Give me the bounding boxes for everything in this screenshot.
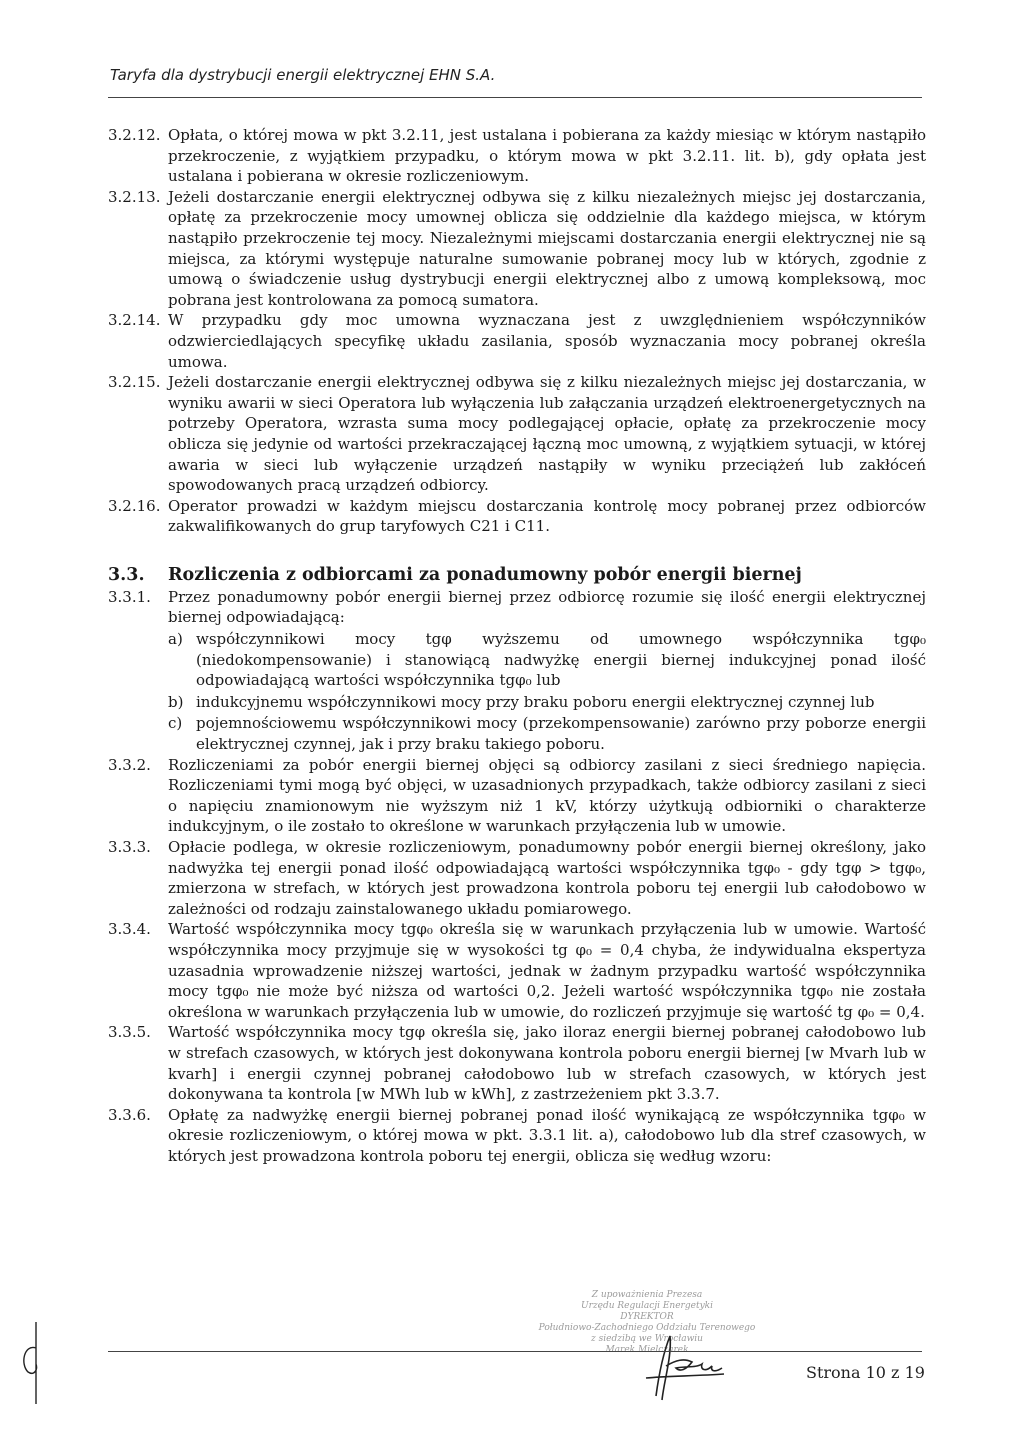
footer-rule xyxy=(108,1351,922,1352)
clause-text: Jeżeli dostarczanie energii elektrycznej odbywa się z kilku niezależnych miejsc jej dostarczania, opłatę za przekroczenie mocy umownej oblicza się oddzielnie dla każdego miejsca, w którym nastąpiło przekroczenie tej mocy. Niezależnymi miejscami dostarczania energii elektrycznej nie są miejsca, za którymi występuje naturalne sumowanie pobranej mocy lub w których, zgodnie z umową o świadczenie usług dystrybucji energii elektrycznej albo z umową kompleksową, moc pobrana jest kontrolowana za pomocą sumatora. xyxy=(168,187,926,309)
sub-clause-letter: c) xyxy=(168,714,183,733)
stamp-line: z siedzibą we Wrocławiu xyxy=(591,1334,703,1344)
clause-3-2-14 xyxy=(108,310,926,372)
clause-3-3-3 xyxy=(108,837,926,919)
page-number: Strona 10 z 19 xyxy=(806,1363,925,1382)
sub-clause-letter: b) xyxy=(168,692,184,711)
section-number: 3.3. xyxy=(108,564,145,585)
section-spacer xyxy=(108,537,926,559)
signature-icon xyxy=(636,1326,726,1406)
initial-mark-icon xyxy=(18,1318,48,1408)
clause-text: Opłatę za nadwyżkę energii biernej pobranej ponad ilość wynikającą ze współczynnika tgφ₀ w okresie rozliczeniowym, o której mowa w pkt. 3.3.1 lit. a), całodobowo lub dla stref czasowych, w których jest prowadzona kontrola poboru tej energii, oblicza się według wzoru: xyxy=(168,1105,926,1165)
clause-3-3-1 xyxy=(108,587,926,628)
sub-clause-b xyxy=(168,692,926,713)
clause-text: Operator prowadzi w każdym miejscu dostarczania kontrolę mocy pobranej przez odbiorców zakwalifikowanych do grup taryfowych C21 i C11. xyxy=(168,496,926,536)
section-heading xyxy=(108,563,926,587)
clause-text: Wartość współczynnika mocy tgφ₀ określa się w warunkach przyłączenia lub w umowie. Wartość współczynnika mocy przyjmuje się w wysokości tg φ₀ = 0,4 chyba, że indywidualna ekspertyza uzasadnia wprowadzenie niższej wartości, jednak w żadnym przypadku wartość współczynnika mocy tgφ₀ nie może być niższa od wartości 0,2. Jeżeli wartość współczynnika tgφ₀ nie została określona w warunkach przyłączenia lub w umowie, do rozliczeń przyjmuje się wartość tg φ₀ = 0,4. xyxy=(168,920,926,1021)
clause-number: 3.2.15. xyxy=(108,373,161,392)
sub-clause-text: indukcyjnemu współczynnikowi mocy przy braku poboru energii elektrycznej czynnej lub xyxy=(196,692,875,711)
section-title: Rozliczenia z odbiorcami za ponadumowny pobór energii biernej xyxy=(168,564,802,585)
clause-number: 3.2.12. xyxy=(108,126,161,144)
document-body xyxy=(108,125,926,1167)
sub-clause-letter: a) xyxy=(168,630,183,649)
clause-3-3-5 xyxy=(108,1022,926,1104)
clause-3-2-16 xyxy=(108,496,926,537)
clause-number: 3.2.14. xyxy=(108,311,161,330)
clause-text: Opłata, o której mowa w pkt 3.2.11, jest ustalana i pobierana za każdy miesiąc w którym nastąpiło przekroczenie, z wyjątkiem przypadku, o którym mowa w pkt 3.2.11. lit. b), gdy opłata jest ustalana i pobierana w okresie rozliczeniowym. xyxy=(168,126,926,186)
clause-number: 3.2.16. xyxy=(108,496,161,515)
clause-3-2-13 xyxy=(108,187,926,311)
clause-number: 3.2.13. xyxy=(108,187,161,206)
clause-number: 3.3.4. xyxy=(108,920,151,939)
stamp-line: Południowo-Zachodniego Oddziału Terenowego xyxy=(538,1323,756,1333)
stamp-line: Marek Mielczarek xyxy=(605,1345,689,1355)
sub-clause-text: pojemnościowemu współczynnikowi mocy (przekompensowanie) zarówno przy poborze energii elektrycznej czynnej, jak i przy braku takiego poboru. xyxy=(196,714,926,754)
stamp-line: Urzędu Regulacji Energetyki xyxy=(581,1301,713,1311)
clause-text: Wartość współczynnika mocy tgφ określa się, jako iloraz energii biernej pobranej całodobowo lub w strefach czasowych, w których jest dokonywana kontrola poboru energii biernej [w Mvarh lub w kvarh] i energii czynnej pobranej całodobowo lub w strefach czasowych, w których jest dokonywana ta kontrola [w MWh lub w kWh], z zastrzeżeniem pkt 3.3.7. xyxy=(168,1023,926,1104)
clause-number: 3.3.5. xyxy=(108,1023,151,1042)
clause-3-3-6 xyxy=(108,1105,926,1167)
clause-3-2-15 xyxy=(108,372,926,496)
clause-number: 3.3.3. xyxy=(108,838,151,856)
clause-text: Przez ponadumowny pobór energii biernej przez odbiorcę rozumie się ilość energii elektrycznej biernej odpowiadającą: xyxy=(168,587,926,627)
stamp-line: Z upoważnienia Prezesa xyxy=(591,1290,703,1300)
clause-text: Rozliczeniami za pobór energii biernej objęci są odbiorcy zasilani z sieci średniego napięcia. Rozliczeniami tymi mogą być objęci, w uzasadnionych przypadkach, także odbiorcy zasilani z sieci o napięciu znamionowym nie wyższym niż 1 kV, którzy użytkują odbiorniki o charakterze indukcyjnym, o ile zostało to określone w warunkach przyłączenia lub w umowie. xyxy=(168,755,926,836)
sub-clause-text: współczynnikowi mocy tgφ wyższemu od umownego współczynnika tgφ₀ (niedokompensowanie) i stanowiącą nadwyżkę energii biernej indukcyjnej ponad ilość odpowiadającą wartości współczynnika tgφ₀ lub xyxy=(196,630,926,690)
sub-clause-a xyxy=(168,629,926,691)
stamp-line: DYREKTOR xyxy=(620,1312,674,1322)
header-rule xyxy=(108,97,922,98)
clause-text: W przypadku gdy moc umowna wyznaczana jest z uwzględnieniem współczynników odzwierciedlających specyfikę układu zasilania, sposób wyznaczania mocy pobranej określa umowa. xyxy=(168,311,926,371)
sub-clause-c xyxy=(168,713,926,754)
clause-number: 3.3.6. xyxy=(108,1105,151,1124)
document-header: Taryfa dla dystrybucji energii elektrycznej EHN S.A. xyxy=(110,66,496,84)
clause-3-3-2 xyxy=(108,755,926,837)
clause-number: 3.3.2. xyxy=(108,755,151,774)
clause-3-3-4 xyxy=(108,919,926,1022)
clause-text: Jeżeli dostarczanie energii elektrycznej odbywa się z kilku niezależnych miejsc jej dostarczania, w wyniku awarii w sieci Operatora lub wyłączenia lub załączania urządzeń elektroenergetycznych na potrzeby Operatora, wzrasta suma mocy podlegającej opłacie, opłatę za przekroczenie mocy oblicza się jedynie od wartości przekraczającej łączną moc umowną, z wyjątkiem sytuacji, w której awaria w sieci lub wyłączenie urządzeń nastąpiły w wyniku przeciążeń lub zakłóceń spowodowanych pracą urządzeń odbiorcy. xyxy=(168,373,926,495)
clause-3-2-12 xyxy=(108,125,926,187)
clause-number: 3.3.1. xyxy=(108,587,151,606)
clause-text: Opłacie podlega, w okresie rozliczeniowym, ponadumowny pobór energii biernej określony, jako nadwyżka tej energii ponad ilość odpowiadającą wartości współczynnika tgφ₀ - gdy tgφ > tgφ₀, zmierzona w strefach, w których jest prowadzona kontrola poboru tej energii lub całodobowo w zależności od rodzaju zainstalowanego układu pomiarowego. xyxy=(168,838,926,918)
